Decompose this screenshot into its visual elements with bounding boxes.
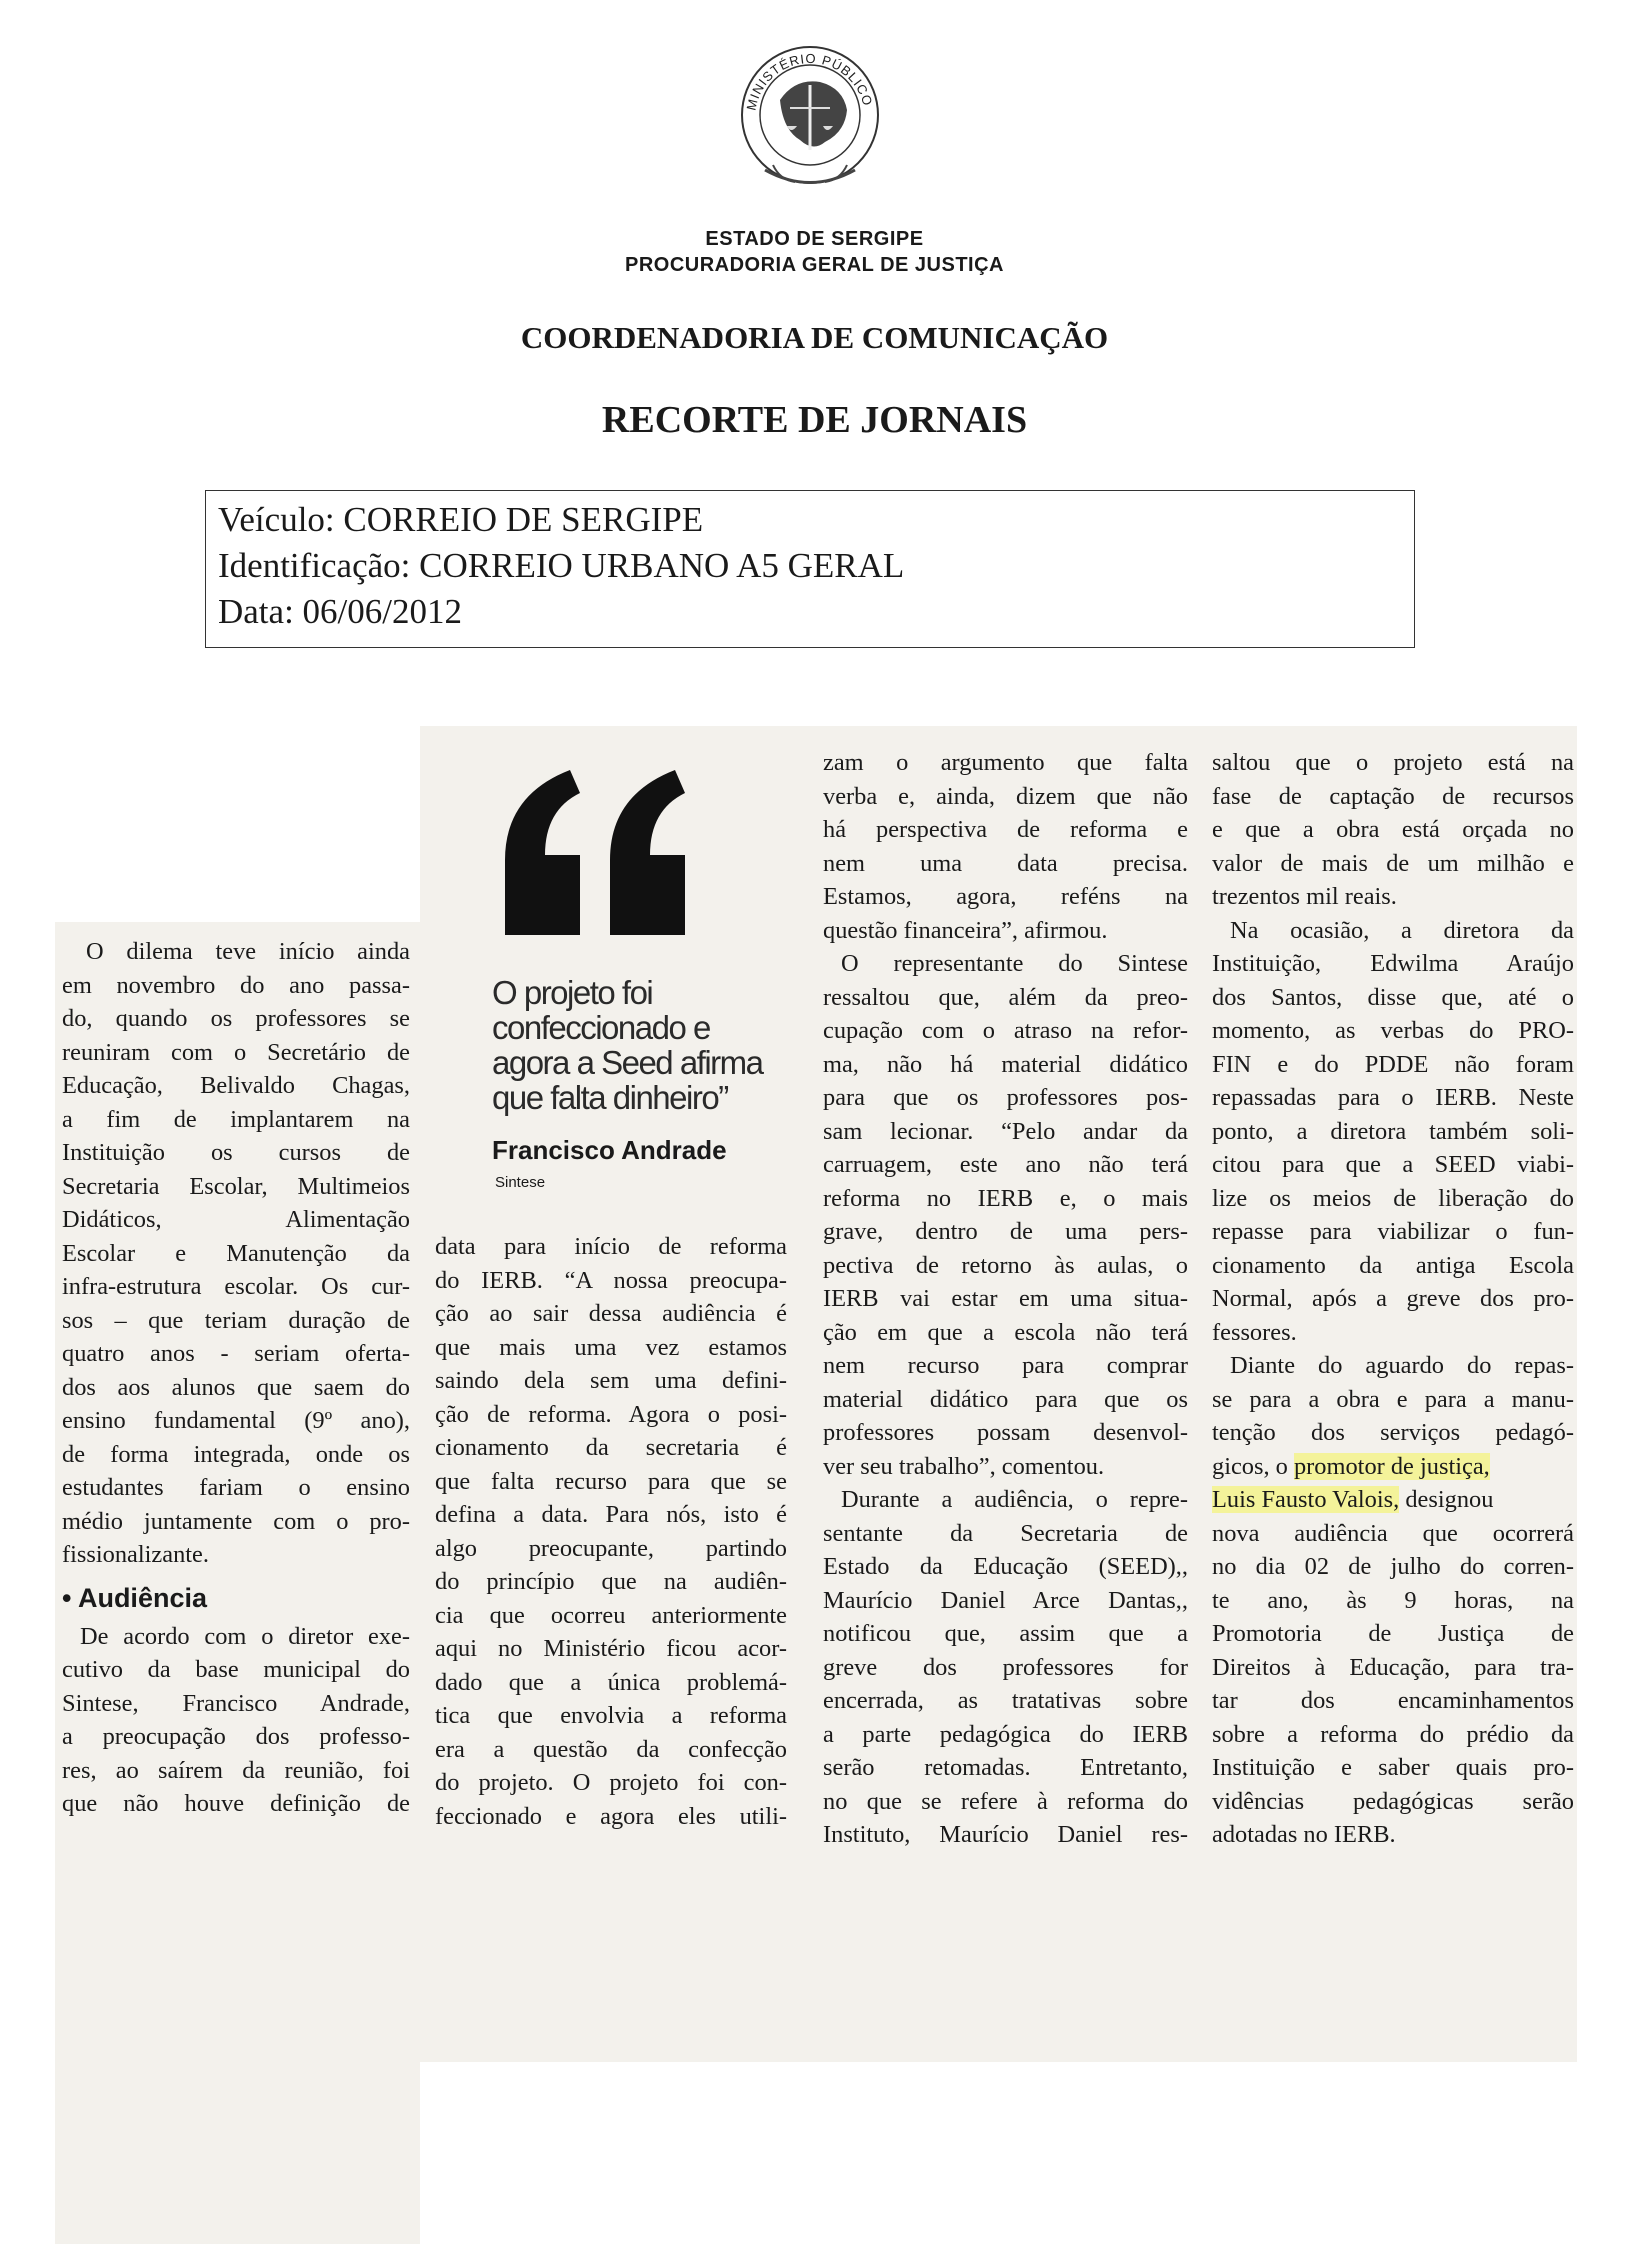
article-line: cionamento da secretaria é — [435, 1434, 787, 1461]
article-line: Na ocasião, a diretora da — [1230, 916, 1574, 944]
article-line: Secretaria Escolar, Multimeios — [62, 1172, 410, 1200]
data-line: Data: 06/06/2012 — [218, 592, 462, 631]
pull-quote-line: agora a Seed afirma — [492, 1044, 763, 1081]
article-line: zam o argumento que falta — [823, 749, 1188, 776]
article-line: ponto, a diretora também soli- — [1212, 1117, 1574, 1145]
article-line: cia que ocorreu anteriormente — [435, 1601, 787, 1629]
article-line: IERB vai estar em uma situa- — [823, 1285, 1188, 1312]
article-line: saltou que o projeto está na — [1212, 749, 1574, 776]
coordenadoria-heading: COORDENADORIA DE COMUNICAÇÃO — [520, 320, 1109, 355]
procuradoria-name: PROCURADORIA GERAL DE JUSTIÇA — [625, 254, 1004, 276]
article-line: reforma no IERB e, o mais — [823, 1184, 1188, 1212]
article-line: O dilema teve início ainda — [86, 938, 410, 965]
article-line: Estamos, agora, reféns na — [823, 883, 1188, 910]
article-text: designou — [1399, 1486, 1494, 1513]
highlighted-text: Luis Fausto Valois, — [1212, 1486, 1400, 1513]
article-line: Instituição, Edwilma Araújo — [1212, 950, 1574, 977]
article-line: repassadas para o IERB. Neste — [1212, 1084, 1574, 1111]
article-line: Instituição e saber quais pro- — [1212, 1754, 1574, 1781]
article-line: do IERB. “A nossa preocupa- — [435, 1266, 787, 1294]
article-line — [1212, 1450, 1574, 1484]
article-line: notificou que, assim que a — [823, 1620, 1188, 1647]
pull-quote-line: confeccionado e — [492, 1009, 710, 1046]
article-line: Normal, após a greve dos pro- — [1212, 1285, 1574, 1312]
article-line: Estado da Educação (SEED),, — [823, 1553, 1188, 1580]
pull-quote — [492, 975, 792, 1115]
article-line: te ano, às 9 horas, na — [1212, 1586, 1574, 1614]
article-line: médio juntamente com o pro- — [62, 1507, 410, 1535]
article-text: gicos, o — [1212, 1452, 1294, 1480]
article-line: sos – que teriam duração de — [62, 1306, 410, 1334]
article-line: ção em que a escola não terá — [823, 1318, 1188, 1346]
article-line: tica que envolvia a reforma — [435, 1702, 787, 1729]
article-line: Diante do aguardo do repas- — [1230, 1352, 1574, 1379]
article-line: adotadas no IERB. — [1212, 1821, 1396, 1848]
article-line: do princípio que na audiên- — [435, 1568, 787, 1595]
article-line: FIN e do PDDE não foram — [1212, 1050, 1574, 1078]
article-line: cionamento da antiga Escola — [1212, 1251, 1574, 1279]
article-column-2 — [435, 1230, 787, 1833]
clipping-info-box — [205, 490, 1415, 648]
article-line: e que a obra está orçada no — [1212, 816, 1574, 843]
article-line: ver seu trabalho”, comentou. — [823, 1452, 1105, 1480]
article-line: ensino fundamental (9º ano), — [62, 1407, 410, 1434]
article-line: cupação com o atraso na refor- — [823, 1017, 1188, 1044]
article-line: Instituição os cursos de — [62, 1139, 410, 1166]
article-line: quatro anos - seriam oferta- — [62, 1340, 410, 1367]
article-line: De acordo com o diretor exe- — [80, 1622, 410, 1650]
article-line: do projeto. O projeto foi con- — [435, 1769, 787, 1796]
article-line: Sintese, Francisco Andrade, — [62, 1689, 410, 1717]
article-line: nem recurso para comprar — [823, 1352, 1188, 1379]
quote-author: Francisco Andrade — [492, 1135, 727, 1165]
article-line: infra-estrutura escolar. Os cur- — [62, 1273, 410, 1300]
article-line: sobre a reforma do prédio da — [1212, 1720, 1574, 1748]
ministerio-publico-seal — [725, 30, 895, 200]
quote-mark-icon — [485, 765, 705, 935]
article-line: feccionado e agora eles utili- — [435, 1802, 787, 1830]
article-line: sentante da Secretaria de — [823, 1519, 1188, 1547]
article-line: Educação, Belivaldo Chagas, — [62, 1072, 410, 1099]
article-line: momento, as verbas do PRO- — [1212, 1017, 1574, 1044]
highlighted-text: promotor de justiça, — [1293, 1452, 1490, 1480]
article-line: repasse para viabilizar o fun- — [1212, 1218, 1574, 1245]
article-line: de forma integrada, onde os — [62, 1440, 410, 1468]
article-line: reuniram com o Secretário de — [62, 1038, 410, 1066]
article-column-3 — [823, 746, 1188, 1852]
article-line: Promotoria de Justiça de — [1212, 1620, 1574, 1647]
article-line: professores possam desenvol- — [823, 1419, 1188, 1446]
article-line: ma, não há material didático — [823, 1050, 1188, 1078]
article-line: greve dos professores for — [823, 1653, 1188, 1681]
article-line: vidências pedagógicas serão — [1212, 1787, 1574, 1815]
article-column-1 — [62, 935, 410, 1821]
state-name: ESTADO DE SERGIPE — [705, 228, 924, 250]
article-line: ção ao sair dessa audiência é — [435, 1300, 787, 1327]
article-line: fissionalizante. — [62, 1541, 209, 1568]
article-line: grave, dentro de uma pers- — [823, 1218, 1188, 1245]
quote-author-org: Sintese — [495, 1174, 546, 1191]
article-line: nem uma data precisa. — [823, 849, 1188, 877]
article-line: que falta recurso para que se — [435, 1467, 787, 1495]
article-line: era a questão da confecção — [435, 1735, 787, 1763]
article-line: verba e, ainda, dizem que não — [823, 782, 1188, 810]
article-line: a preocupação dos professo- — [62, 1723, 410, 1750]
article-line: estudantes fariam o ensino — [62, 1474, 410, 1501]
article-line: trezentos mil reais. — [1212, 883, 1397, 910]
article-line: serão retomadas. Entretanto, — [823, 1754, 1188, 1781]
article-line: cutivo da base municipal do — [62, 1656, 410, 1683]
article-line: Didáticos, Alimentação — [62, 1206, 410, 1233]
article-line: res, ao saírem da reunião, foi — [62, 1756, 410, 1784]
article-line: em novembro do ano passa- — [62, 971, 410, 999]
article-line: citou para que a SEED viabi- — [1212, 1151, 1574, 1178]
article-line: dado que a única problemá- — [435, 1668, 787, 1696]
article-line — [1212, 1483, 1574, 1517]
page-title: RECORTE DE JORNAIS — [601, 399, 1028, 441]
pull-quote-line: O projeto foi — [492, 974, 653, 1011]
veiculo-line: Veículo: CORREIO DE SERGIPE — [218, 500, 704, 539]
article-line: ressaltou que, além da preo- — [823, 983, 1188, 1011]
article-line: no dia 02 de julho do corren- — [1212, 1553, 1574, 1580]
article-line: algo preocupante, partindo — [435, 1534, 787, 1562]
identificacao-line: Identificação: CORREIO URBANO A5 GERAL — [218, 546, 905, 585]
article-column-4 — [1212, 746, 1574, 1852]
article-line: tenção dos serviços pedagó- — [1212, 1419, 1574, 1446]
article-line: aqui no Ministério ficou acor- — [435, 1635, 787, 1662]
article-line: nova audiência que ocorrerá — [1212, 1519, 1574, 1547]
seal-text: MINISTÉRIO PÚBLICO — [743, 50, 876, 112]
article-line: no que se refere à reforma do — [823, 1787, 1188, 1815]
article-line: fessores. — [1212, 1318, 1297, 1346]
article-line: pectiva de retorno às aulas, o — [823, 1251, 1188, 1279]
article-line: carruagem, este ano não terá — [823, 1151, 1188, 1178]
article-line: sam lecionar. “Pelo andar da — [823, 1117, 1188, 1145]
article-line: Maurício Daniel Arce Dantas,, — [823, 1586, 1188, 1614]
article-line: data para início de reforma — [435, 1233, 787, 1260]
article-line: do, quando os professores se — [62, 1005, 410, 1032]
article-line: tar dos encaminhamentos — [1212, 1687, 1574, 1714]
article-line: a fim de implantarem na — [62, 1105, 410, 1133]
article-line: lize os meios de liberação do — [1212, 1184, 1574, 1212]
pull-quote-line: que falta dinheiro” — [492, 1079, 728, 1116]
article-line: questão financeira”, afirmou. — [823, 916, 1108, 944]
article-line: que não houve definição de — [62, 1790, 410, 1817]
article-line: que mais uma vez estamos — [435, 1333, 787, 1361]
article-line: Instituto, Maurício Daniel res- — [823, 1821, 1188, 1848]
article-line: há perspectiva de reforma e — [823, 816, 1188, 843]
article-line: O representante do Sintese — [841, 950, 1188, 977]
article-line: valor de mais de um milhão e — [1212, 849, 1574, 877]
article-line: saindo dela sem uma defini- — [435, 1367, 787, 1394]
article-line: encerrada, as tratativas sobre — [823, 1687, 1188, 1714]
article-line: para que os professores pos- — [823, 1084, 1188, 1111]
article-line: Direitos à Educação, para tra- — [1212, 1653, 1574, 1681]
article-line: ção de reforma. Agora o posi- — [435, 1400, 787, 1428]
article-line: dos aos alunos que saem do — [62, 1373, 410, 1401]
subheading: • Audiência — [62, 1582, 207, 1613]
article-line: se para a obra e para a manu- — [1212, 1385, 1574, 1413]
article-line: Durante a audiência, o repre- — [841, 1486, 1188, 1513]
article-line: defina a data. Para nós, isto é — [435, 1501, 787, 1528]
article-line: Escolar e Manutenção da — [62, 1239, 410, 1267]
article-line: fase de captação de recursos — [1212, 782, 1574, 810]
article-line: a parte pedagógica do IERB — [823, 1720, 1188, 1748]
article-line: dos Santos, disse que, até o — [1212, 983, 1574, 1011]
article-line: material didático para que os — [823, 1385, 1188, 1413]
